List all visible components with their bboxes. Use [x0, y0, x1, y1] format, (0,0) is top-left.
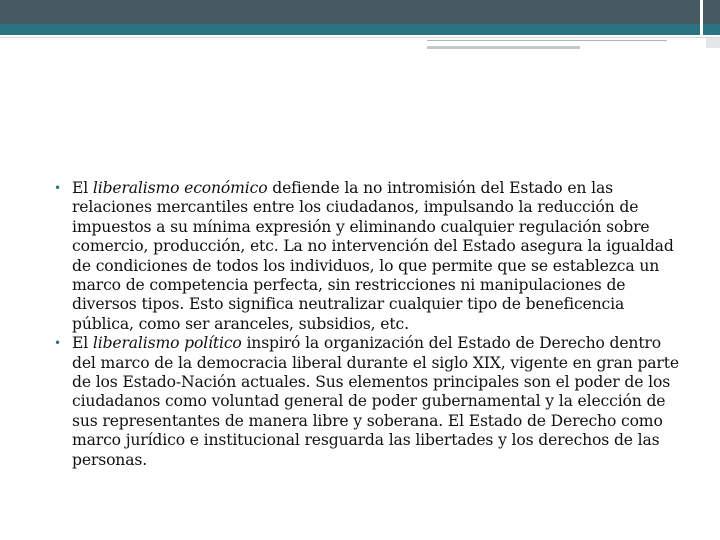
bullet-list	[54, 179, 686, 470]
bullet-term: liberalismo político	[92, 334, 242, 353]
header-bar-dark	[0, 0, 700, 24]
header-accent-line	[427, 40, 667, 41]
bullet-text-post: defiende la no intromisión del Estado en las relaciones mercantiles entre los ciudadanos, impulsando la reducción de impuestos a su mínima expresión y eliminando cualquier regulación sobre comercio, producción, etc. La no intervención del Estado asegura la igualdad de condiciones de todos los individuos, lo que permite que se establezca un marco de competencia perfecta, sin restricciones ni manipulaciones de diversos tipos. Esto significa neutralizar cualquier tipo de beneficencia pública, como ser aranceles, subsidios, etc.	[72, 179, 674, 333]
bullet-text-post: inspiró la organización del Estado de Derecho dentro del marco de la democracia liberal durante el siglo XIX, vigente en gran parte de los Estado-Nación actuales. Sus elementos principales son el poder de los ciudadanos como voluntad general de poder gubernamental y la elección de sus representantes de manera libre y soberana. El Estado de Derecho como marco jurídico e institucional resguarda las libertades y los derechos de las personas.	[72, 334, 679, 469]
bullet-text-pre: El	[72, 179, 93, 197]
bullet-item-political	[54, 334, 686, 470]
header-accent-line-short	[427, 46, 580, 49]
bullet-term: liberalismo económico	[92, 179, 268, 197]
bullet-item-economic	[54, 179, 686, 334]
header-accent-right	[706, 38, 720, 48]
bullet-dot-icon: •	[54, 336, 61, 351]
bullet-text-pre: El	[72, 334, 93, 353]
header-bar-dark-right	[703, 0, 720, 24]
header-bar-teal	[0, 24, 700, 35]
bullet-dot-icon: •	[54, 181, 61, 195]
header-bar-teal-right	[703, 24, 720, 35]
header-divider	[0, 37, 720, 38]
slide-body	[54, 179, 686, 470]
